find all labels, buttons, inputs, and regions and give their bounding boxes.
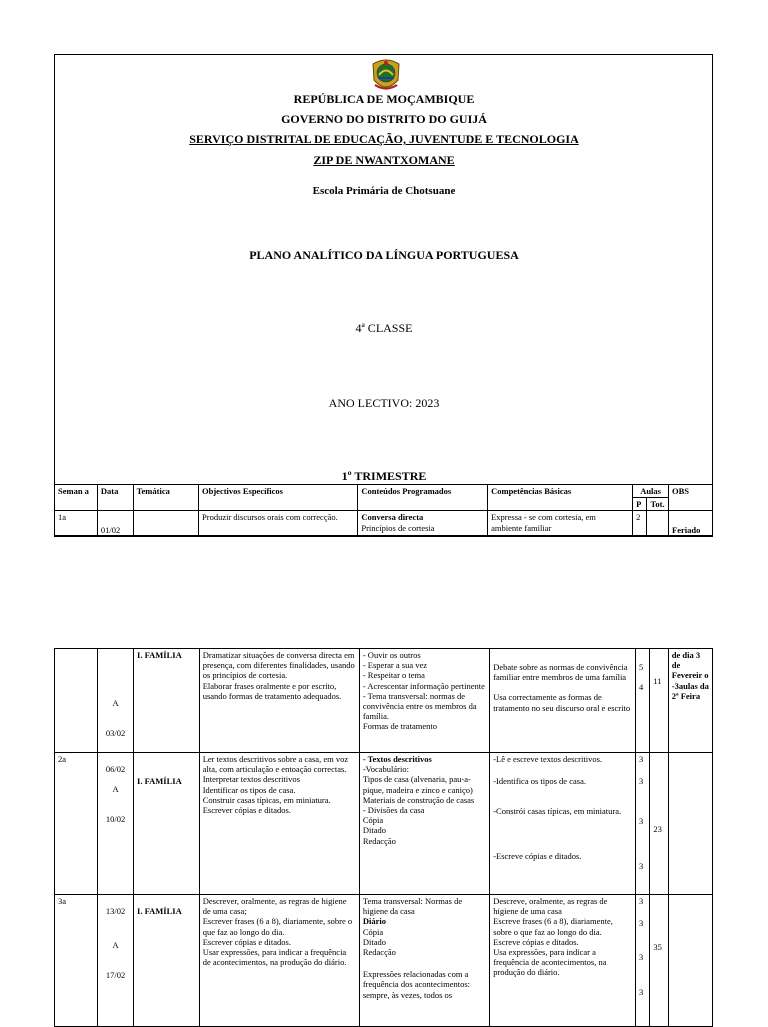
cell-competencias: [490, 649, 636, 753]
p-value: 5: [638, 662, 644, 672]
conteudo-item: -Vocabulário:: [362, 764, 409, 775]
objective-item: Construir casas típicas, em miniatura.: [202, 794, 331, 805]
objective-item: Escrever cópias e ditados.: [202, 804, 291, 815]
p-value: 3: [638, 860, 644, 871]
tot-value: 23: [653, 824, 662, 834]
cell-objectivos: Produzir discursos orais com correcção.: [199, 511, 358, 537]
p-value: 3: [638, 986, 644, 997]
objective-item: Ler textos descritivos sobre a casa, em voz alta, com articulação e entoação correctas.: [202, 754, 349, 775]
plan-table-top: [54, 484, 713, 537]
conteudo-item: Expressões relacionadas com a frequência dos acontecimentos: sempre, às vezes, todos os: [362, 969, 470, 1000]
conteudo-heading: Conversa directa: [361, 512, 424, 523]
objective-item: Escrever frases (6 a 8), diariamente, sobre o que faz ao longo do dia.: [202, 916, 353, 937]
objective-item: Usar expressões, para indicar a frequência de acontecimentos, na produção do diário.: [202, 946, 347, 968]
tematica-label: I. FAMÍLIA: [137, 906, 182, 916]
conteudo-item: Cópia: [362, 815, 384, 826]
objective-item: Interpretar textos descritivos: [202, 774, 300, 785]
cell-objectivos: [199, 895, 359, 1027]
cell-conteudos: [359, 895, 489, 1027]
conteudo-item: - Tema transversal: normas de convivência entre os membros da família.: [362, 690, 477, 722]
conteudo-item: Cópia: [362, 926, 384, 937]
col-objectivos: Objectivos Específicos: [199, 485, 358, 511]
cell-semana: [55, 649, 98, 753]
cell-semana: 1a: [55, 511, 98, 537]
cell-p: [635, 895, 649, 1027]
obs-item: -3aulas da 2ª Feira: [671, 680, 709, 701]
cell-competencias: [490, 895, 636, 1027]
trimestre-title: 1º TRIMESTRE: [341, 469, 427, 483]
classe-label: 4ª CLASSE: [355, 321, 413, 335]
obs-item: de dia 3 de Fevereir o: [671, 650, 709, 681]
date-separator: A: [112, 698, 119, 708]
competencia-item: -Constrói casas típicas, em miniatura.: [493, 806, 622, 817]
table-row: [55, 511, 713, 537]
objective-item: Dramatizar situações de conversa directa em presença, com diferentes finalidades, usando os princípios de cortesia.: [202, 650, 355, 681]
competencia-item: Escreve cópias e ditados.: [493, 936, 579, 947]
table-row: [55, 895, 713, 1027]
conteudo-item: - Divisões da casa: [362, 804, 425, 815]
conteudo-item: - Ouvir os outros: [362, 650, 421, 660]
cell-obs: [668, 895, 712, 1027]
conteudo-item: Ditado: [362, 825, 386, 836]
document-title: PLANO ANALÍTICO DA LÍNGUA PORTUGUESA: [249, 248, 519, 262]
competencia-item: Descreve, oralmente, as regras de higiene de uma casa: [493, 896, 608, 917]
p-value: 3: [638, 754, 644, 764]
cell-semana: 2a: [55, 753, 98, 895]
objective-item: Elaborar frases oralmente e por escrito, usando formas de tratamento adequados.: [202, 680, 342, 701]
header-zip: ZIP DE NWANTXOMANE: [313, 153, 455, 167]
cell-obs: Feriado: [669, 511, 713, 537]
cell-tematica: [134, 895, 200, 1027]
conteudo-item: - Acrescentar informação pertinente: [362, 680, 485, 691]
date-start: 13/02: [105, 906, 126, 916]
competencia-item: Escreve frases (6 a 8), diariamente, sobre o que faz ao longo do dia.: [493, 916, 613, 937]
col-competencias: Competências Básicas: [488, 485, 633, 511]
p-value: 4: [638, 682, 644, 693]
p-value: 3: [638, 816, 644, 827]
tematica-label: I. FAMÍLIA: [137, 776, 182, 786]
conteudo-item: - Esperar a sua vez: [362, 660, 428, 671]
col-semana: Seman a: [55, 485, 98, 511]
date-start: 06/02: [105, 764, 126, 774]
cell-objectivos: [199, 753, 359, 895]
competencia-item: Usa expressões, para indicar a frequência de acontecimentos, na produção do diário.: [493, 946, 607, 978]
col-obs: OBS: [669, 485, 713, 511]
objective-item: Identificar os tipos de casa.: [202, 784, 296, 795]
cell-data: [98, 753, 134, 895]
conteudo-item: Tipos de casa (alvenaria, pau-a-pique, madeira e zinco e caniço): [362, 774, 473, 795]
cell-p: [635, 753, 649, 895]
cell-conteudos: [359, 649, 489, 753]
cell-tot: [650, 895, 668, 1027]
cell-obs: [668, 753, 712, 895]
competencia-item: -Identifica os tipos de casa.: [493, 776, 586, 787]
date-end: 03/02: [105, 728, 126, 739]
conteudo-item: Tema transversal: Normas de higiene da casa: [362, 896, 463, 917]
col-p: P: [633, 498, 647, 511]
conteudo-heading: Diário: [362, 916, 386, 927]
cell-competencias: [490, 753, 636, 895]
p-value: 3: [638, 952, 644, 963]
tot-value: 11: [653, 676, 662, 686]
col-tot: Tot.: [647, 498, 669, 511]
date-end: 10/02: [105, 814, 126, 825]
tot-value: 35: [653, 942, 662, 952]
cell-p: [635, 649, 649, 753]
competencia-item: Debate sobre as normas de convivência familiar entre membros de uma família: [493, 662, 628, 683]
conteudo-item: Ditado: [362, 936, 386, 947]
ano-lectivo: ANO LECTIVO: 2023: [328, 396, 440, 410]
header-governo: GOVERNO DO DISTRITO DO GUIJÁ: [281, 112, 487, 126]
table-row: [55, 753, 713, 895]
cell-data: [98, 895, 134, 1027]
mozambique-emblem-icon: [370, 58, 402, 94]
cell-conteudos: [359, 753, 489, 895]
cell-competencias: Expressa - se com cortesia, em ambiente familiar: [488, 511, 633, 537]
cell-p: 2: [633, 511, 647, 537]
cell-tot: [647, 511, 669, 537]
objective-item: Descrever, oralmente, as regras de higiene de uma casa;: [202, 896, 347, 917]
competencia-item: -Escreve cópias e ditados.: [493, 850, 582, 861]
cell-data: [98, 649, 134, 753]
cell-conteudos: [358, 511, 488, 537]
conteudo-item: Materiais de construção de casas: [362, 794, 475, 805]
cell-tot: [650, 649, 668, 753]
school-name: Escola Primária de Chotsuane: [312, 185, 456, 197]
date-end: 17/02: [105, 970, 126, 981]
conteudo-heading: - Textos descritivos: [362, 754, 432, 764]
competencia-item: Usa correctamente as formas de tratamento no seu discurso oral e escrito: [493, 692, 631, 713]
date-separator: A: [112, 940, 119, 951]
cell-semana: 3a: [55, 895, 98, 1027]
conteudo-item: - Respeitar o tema: [362, 670, 425, 681]
p-value: 3: [638, 918, 644, 929]
header-republic: REPÚBLICA DE MOÇAMBIQUE: [293, 92, 475, 106]
col-conteudos: Conteúdos Programados: [358, 485, 488, 511]
table-row: [55, 649, 713, 753]
conteudo-item: Princípios de cortesia: [361, 522, 435, 533]
cell-tot: [650, 753, 668, 895]
header-servico: SERVIÇO DISTRITAL DE EDUCAÇÃO, JUVENTUDE E TECNOLOGIA: [189, 132, 579, 146]
cell-tematica: [134, 753, 200, 895]
p-value: 3: [638, 776, 644, 787]
cell-tematica: I. FAMÍLIA: [134, 649, 200, 753]
col-aulas: Aulas: [633, 485, 669, 498]
cell-data: 01/02: [97, 511, 133, 537]
conteudo-item: Redacção: [362, 835, 396, 846]
conteudo-item: Formas de tratamento: [362, 721, 437, 732]
cell-tematica: [133, 511, 198, 537]
conteudo-item: Redacção: [362, 946, 396, 957]
cell-obs: [668, 649, 712, 753]
p-value: 3: [638, 896, 644, 906]
col-data: Data: [97, 485, 133, 511]
col-tematica: Temática: [133, 485, 198, 511]
objective-item: Escrever cópias e ditados.: [202, 936, 291, 947]
date-separator: A: [112, 784, 119, 795]
plan-table-continued: [54, 648, 713, 1027]
cell-objectivos: [199, 649, 359, 753]
competencia-item: -Lê e escreve textos descritivos.: [493, 754, 603, 764]
